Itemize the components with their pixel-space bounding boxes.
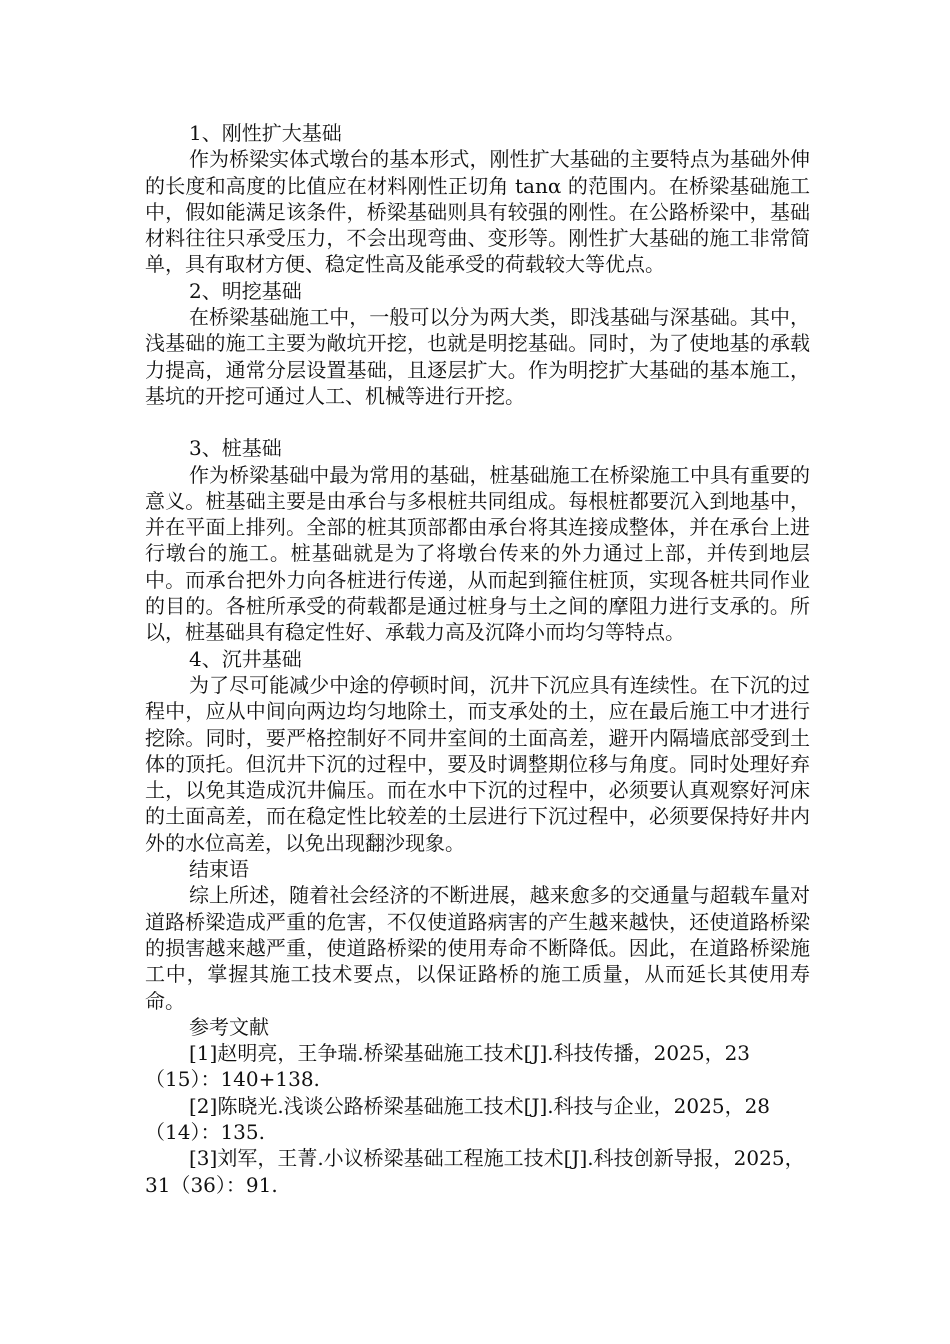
section-body-open-cut-foundation: 在桥梁基础施工中，一般可以分为两大类，即浅基础与深基础。其中，浅基础的施工主要为敞坑开挖，也就是明挖基础。同时，为了使地基的承载力提高，通常分层设置基础，且逐层扩大。作为明挖扩大基础的基本施工，基坑的开挖可通过人工、机械等进行开挖。	[145, 305, 810, 408]
section-heading-conclusion: 结束语	[189, 857, 249, 882]
section-heading-pile-foundation: 3、桩基础	[189, 436, 282, 461]
blank-line	[145, 409, 810, 435]
section-body-conclusion: 综上所述，随着社会经济的不断进展，越来愈多的交通量与超载车量对道路桥梁造成严重的危害，不仅使道路病害的产生越来越快，还使道路桥梁的损害越来越严重，使道路桥梁的使用寿命不断降低。因此，在道路桥梁施工中，掌握其施工技术要点，以保证路桥的施工质量，从而延长其使用寿命。	[145, 883, 810, 1013]
section-heading-references: 参考文献	[189, 1014, 269, 1039]
section-heading-rigid-foundation: 1、刚性扩大基础	[189, 121, 342, 145]
document-page	[145, 120, 810, 1198]
reference-item: [2]陈晓光.浅谈公路桥梁基础施工技术[J].科技与企业，2025，28（14）：135.	[145, 1093, 771, 1144]
reference-item: [1]赵明亮，王争瑞.桥梁基础施工技术[J].科技传播，2025，23（15）：140+138.	[145, 1041, 751, 1092]
section-heading-caisson-foundation: 4、沉井基础	[189, 646, 302, 671]
section-body-caisson-foundation: 为了尽可能减少中途的停顿时间，沉井下沉应具有连续性。在下沉的过程中，应从中间向两边均匀地除土，而支承处的土，应在最后施工中才进行挖除。同时，要严格控制好不同井室间的土面高差，避开内隔墙底部受到土体的顶托。但沉井下沉的过程中，要及时调整期位移与角度。同时处理好弃土，以免其造成沉井偏压。而在水中下沉的过程中，必须要认真观察好河床的土面高差，而在稳定性比较差的土层进行下沉过程中，必须要保持好井内外的水位高差，以免出现翻沙现象。	[145, 672, 810, 855]
section-body-pile-foundation: 作为桥梁基础中最为常用的基础，桩基础施工在桥梁施工中具有重要的意义。桩基础主要是由承台与多根桩共同组成。每根桩都要沉入到地基中，并在平面上排列。全部的桩其顶部都由承台将其连接成整体，并在承台上进行墩台的施工。桩基础就是为了将墩台传来的外力通过上部，并传到地层中。而承台把外力向各桩进行传递，从而起到箍住桩顶，实现各桩共同作业的目的。各桩所承受的荷载都是通过桩身与土之间的摩阻力进行支承的。所以，桩基础具有稳定性好、承载力高及沉降小而均匀等特点。	[145, 462, 810, 645]
section-heading-open-cut-foundation: 2、明挖基础	[189, 278, 302, 303]
reference-item: [3]刘军，王菁.小议桥梁基础工程施工技术[J].科技创新导报，2025，31（36）：91.	[145, 1146, 805, 1197]
section-body-rigid-foundation: 作为桥梁实体式墩台的基本形式，刚性扩大基础的主要特点为基础外伸的长度和高度的比值应在材料刚性正切角 tanα 的范围内。在桥梁基础施工中，假如能满足该条件，桥梁基础则具有较强的刚性。在公路桥梁中，基础材料往往只承受压力，不会出现弯曲、变形等。刚性扩大基础的施工非常简单，具有取材方便、稳定性高及能承受的荷载较大等优点。	[145, 147, 810, 277]
